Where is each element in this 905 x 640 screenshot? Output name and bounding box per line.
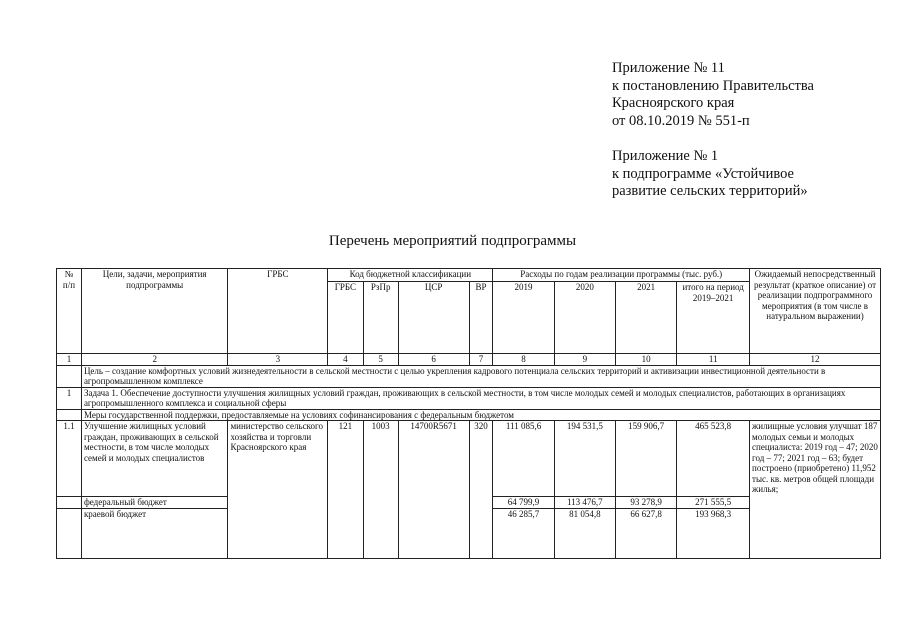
column-number: 8 [493, 354, 554, 366]
header-number: № п/п [57, 269, 82, 354]
column-number: 3 [228, 354, 328, 366]
header-csr: ЦСР [398, 282, 469, 354]
regional-2020: 81 054,8 [554, 508, 615, 558]
header-line: Красноярского края [612, 95, 735, 111]
header-vr: ВР [469, 282, 493, 354]
expected-result: жилищные условия улучшат 187 молодых семьи и молодых специалиста: 2019 год – 47; 2020 год – 77; 2021 год – 63; будет построено (приобретено) 11,952 тыс. кв. метров общей площади жилья; [750, 421, 881, 559]
header-line: к постановлению Правительства [612, 77, 814, 94]
regional-2021: 66 627,8 [616, 508, 677, 558]
federal-2019: 64 799,9 [493, 497, 554, 509]
csr-code: 14700R5671 [398, 421, 469, 559]
header-rzpr: РзПр [363, 282, 398, 354]
header-grbs-code: ГРБС [328, 282, 363, 354]
column-number: 11 [677, 354, 750, 366]
header-goals: Цели, задачи, мероприятия подпрограммы [81, 269, 228, 354]
measures-row: Меры государственной поддержки, предоставляемые на условиях софинансирования с федеральным бюджетом [81, 409, 880, 421]
amount-total: 465 523,8 [677, 421, 750, 497]
federal-budget-label: федеральный бюджет [81, 497, 228, 509]
amount-2019: 111 085,6 [493, 421, 554, 497]
column-number: 6 [398, 354, 469, 366]
regional-2019: 46 285,7 [493, 508, 554, 558]
header-line: Приложение № 1 [612, 148, 719, 164]
header-year-2020: 2020 [554, 282, 615, 354]
header-line: развитие сельских территорий» [612, 183, 808, 199]
regional-budget-label: краевой бюджет [81, 508, 228, 558]
header-expected-result: Ожидаемый непосредственный результат (краткое описание) от реализации подпрограммного мероприятия (в том числе в натуральном выражении) [750, 269, 881, 354]
amount-2020: 194 531,5 [554, 421, 615, 497]
header-total: итого на период 2019–2021 [677, 282, 750, 354]
federal-total: 271 555,5 [677, 497, 750, 509]
header-year-2021: 2021 [616, 282, 677, 354]
header-line: Приложение № 11 [612, 60, 725, 76]
document-header [612, 60, 814, 201]
regional-total: 193 968,3 [677, 508, 750, 558]
column-number: 1 [57, 354, 82, 366]
grbs-name: министерство сельского хозяйства и торговли Красноярского края [228, 421, 328, 559]
column-number: 10 [616, 354, 677, 366]
column-number: 9 [554, 354, 615, 366]
column-number: 2 [81, 354, 228, 366]
grbs-code: 121 [328, 421, 363, 559]
header-year-2019: 2019 [493, 282, 554, 354]
task-number: 1 [57, 387, 82, 409]
header-budget-code: Код бюджетной классификации [328, 269, 493, 282]
header-line: к подпрограмме «Устойчивое [612, 165, 794, 182]
task-row: Задача 1. Обеспечение доступности улучшения жилищных условий граждан, проживающих в сельской местности, в том числе молодых семей и молодых специалистов, работающих в организациях агропромышленного комплекса и социальной сферы [81, 387, 880, 409]
header-expenses: Расходы по годам реализации программы (тыс. руб.) [493, 269, 750, 282]
document-title: Перечень мероприятий подпрограммы [328, 233, 577, 249]
header-line: от 08.10.2019 № 551-п [612, 112, 750, 129]
federal-2020: 113 476,7 [554, 497, 615, 509]
measure-name: Улучшение жилищных условий граждан, проживающих в сельской местности, в том числе молодых семей и молодых специалистов [81, 421, 228, 497]
column-number: 12 [750, 354, 881, 366]
federal-2021: 93 278,9 [616, 497, 677, 509]
rzpr-code: 1003 [363, 421, 398, 559]
vr-code: 320 [469, 421, 493, 559]
goal-row: Цель – создание комфортных условий жизнедеятельности в сельской местности с целью укрепления кадрового потенциала сельских территорий и активизации инвестиционной деятельности в агропромышленном комплексе [81, 365, 880, 387]
amount-2021: 159 906,7 [616, 421, 677, 497]
row-number: 1.1 [57, 421, 82, 497]
column-number: 5 [363, 354, 398, 366]
column-number: 4 [328, 354, 363, 366]
column-number: 7 [469, 354, 493, 366]
measures-table [56, 268, 881, 559]
header-grbs: ГРБС [228, 269, 328, 354]
